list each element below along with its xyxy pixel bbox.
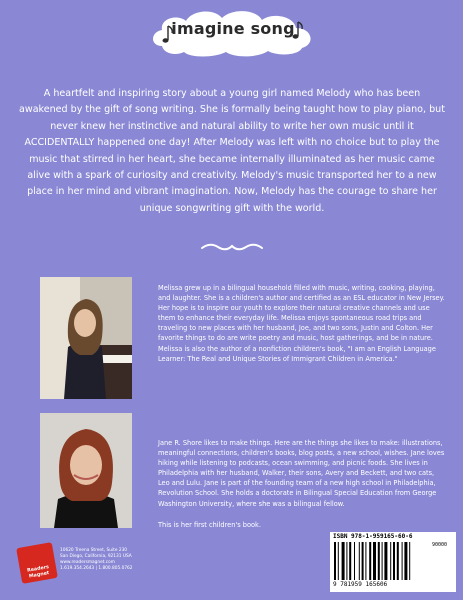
barcode-bar [382,542,383,580]
barcode-bar [359,542,360,580]
barcode-bar [362,542,364,580]
barcode-bar [384,542,387,580]
barcode-bar [402,542,403,580]
barcode-bar [346,542,347,580]
author-photo [40,277,132,399]
ean-digits: 9 781959 165606 [333,581,388,588]
publisher-website: www.readersmagnet.com [60,560,115,565]
barcode-bar [354,542,355,580]
barcode-bar [342,542,345,580]
author-bio: Melissa grew up in a bilingual household filled with music, writing, cooking, playing, and laughter. She is a children's author and certified as an ESL educator in New Jersey. Her hope is to inspire our youth to explore their natural creative channels and use them to enhance their everyday life. Melissa enjoys spontaneous road trips and traveling to new places with her husband, Joe, and two sons, Justin and Colton. Her favorite things to do are write poetry and music, host gatherings, and be in nature. Melissa is also the author of a nonfiction children's book, "I am an English Language Learner: The Real and Unique Stories of Immigrant Children in America." [158,284,445,363]
barcode-bar [334,542,336,580]
barcode-bars [334,542,430,580]
barcode-bar [393,542,395,580]
barcode-bar [409,542,410,580]
price-code: 90000 [432,542,448,548]
barcode-bar [397,542,399,580]
barcode-bar [390,542,391,580]
publisher-logo [16,542,58,584]
book-title: imagine song [171,19,295,38]
address-line: 10620 Treena Street, Suite 230 [60,548,128,553]
address-line: San Diego, California, 92131 USA [60,554,132,559]
publisher-address [60,548,150,572]
barcode-bar [369,542,371,580]
barcode-bar [373,542,376,580]
first-book-note: This is her first children's book. [158,521,261,529]
title-cloud [148,6,318,60]
barcode-bar [404,542,407,580]
back-cover-blurb: A heartfelt and inspiring story about a young girl named Melody who has been awakened by the gift of song writing. She is formally being taught how to play piano, but never knew her instinctive and natural ability to write her own music until it ACCIDENTALLY happened one day! After Melody was left with no choice but to play the music that stirred in her heart, she became internally illuminated as her music came alive with a spark of curiosity and creativity. Melody's music transported her to a new place in her mind and vibrant imagination. Now, Melody has the courage to share her unique songwriting gift with the world. [19,88,445,214]
wave-divider-icon [200,240,264,254]
isbn-barcode [330,532,456,592]
barcode-bar [365,542,366,580]
illustrator-bio: Jane R. Shore likes to make things. Here are the things she likes to make: illustrations, meaningful connections, children's books, blog posts, a new school, wishes. Jane loves hiking while listening to podcasts, ocean swimming, and picnic foods. She lives in Philadelphia with her husband, Walker, their sons, Avery and Beckett, and two cats, Leo and Lulu. Jane is part of the founding team of a new high school in Philadelphia, Revolution School. She holds a doctorate in Bilingual Special Education from George Washington University, where she was a bilingual fellow. [158,439,445,508]
barcode-bar [338,542,339,580]
publisher-logo-text: Readers Magnet [26,565,50,580]
isbn-number: ISBN 978-1-959165-60-6 [333,533,413,540]
barcode-bar [378,542,380,580]
publisher-phone: 1.619.354.2643 | 1.800.805.0762 [60,566,133,571]
illustrator-photo [40,413,132,528]
barcode-bar [349,542,351,580]
